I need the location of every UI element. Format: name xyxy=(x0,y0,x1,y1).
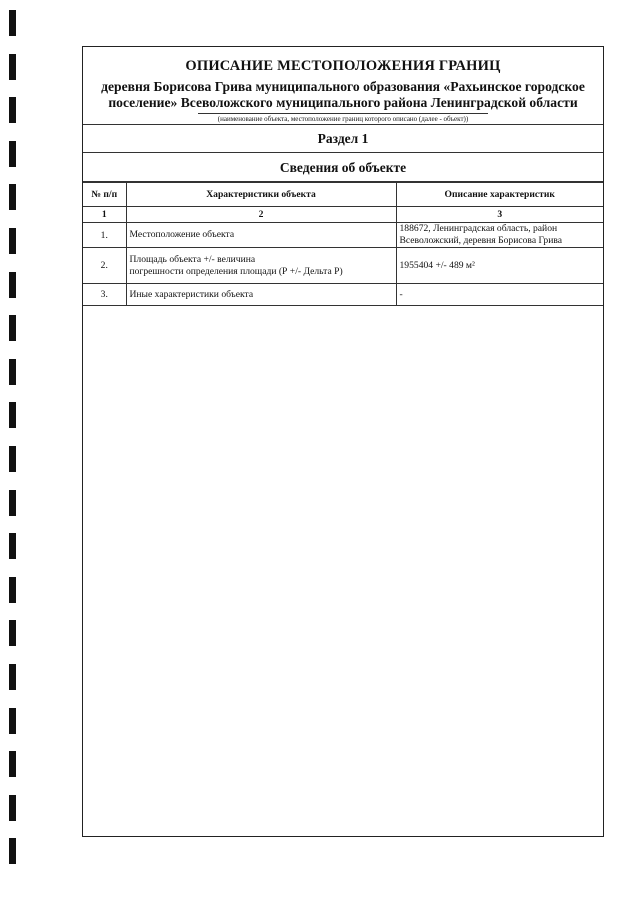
binding-mark xyxy=(9,795,16,821)
document-title: ОПИСАНИЕ МЕСТОПОЛОЖЕНИЯ ГРАНИЦ xyxy=(185,58,501,74)
document-caption: (наименование объекта, местоположение границ которого описано (далее - объект)) xyxy=(198,113,488,124)
table-row xyxy=(83,284,603,306)
binding-mark xyxy=(9,664,16,690)
binding-mark xyxy=(9,272,16,298)
binding-mark xyxy=(9,184,16,210)
table-header-row xyxy=(83,183,603,207)
subject-line-2: поселение» Всеволожского муниципального района Ленинградской области xyxy=(108,95,578,110)
binding-mark xyxy=(9,751,16,777)
binding-margin xyxy=(9,0,17,905)
header-cell-characteristic: Характеристики объекта xyxy=(126,183,396,207)
row-characteristic: Иные характеристики объекта xyxy=(126,284,396,306)
row-description: - xyxy=(396,284,603,306)
row-description: 188672, Ленинградская область, район Всеволожский, деревня Борисова Грива xyxy=(396,223,603,248)
binding-mark xyxy=(9,54,16,80)
binding-mark xyxy=(9,402,16,428)
row-description: 1955404 +/- 489 м² xyxy=(396,248,603,284)
table-row xyxy=(83,223,603,248)
binding-mark xyxy=(9,577,16,603)
column-number-3: 3 xyxy=(396,207,603,223)
binding-mark xyxy=(9,359,16,385)
column-number-row xyxy=(83,207,603,223)
document-subject xyxy=(83,79,603,111)
binding-mark xyxy=(9,315,16,341)
binding-mark xyxy=(9,141,16,167)
header-cell-number: № п/п xyxy=(83,183,126,207)
binding-mark xyxy=(9,490,16,516)
binding-mark xyxy=(9,10,16,36)
binding-mark xyxy=(9,97,16,123)
column-number-1: 1 xyxy=(83,207,126,223)
subsection-title: Сведения об объекте xyxy=(83,153,603,182)
document-frame xyxy=(82,46,604,837)
document-header xyxy=(83,47,603,125)
row-number: 1. xyxy=(83,223,126,248)
row-number: 2. xyxy=(83,248,126,284)
binding-mark xyxy=(9,228,16,254)
column-number-2: 2 xyxy=(126,207,396,223)
header-cell-description: Описание характеристик xyxy=(396,183,603,207)
table-row xyxy=(83,248,603,284)
binding-mark xyxy=(9,446,16,472)
row-characteristic: Местоположение объекта xyxy=(126,223,396,248)
binding-mark xyxy=(9,533,16,559)
subject-line-1: деревня Борисова Грива муниципального образования «Рахьинское городское xyxy=(101,79,585,94)
section-title: Раздел 1 xyxy=(83,125,603,153)
binding-mark xyxy=(9,708,16,734)
binding-mark xyxy=(9,838,16,864)
row-characteristic: Площадь объекта +/- величина погрешности определения площади (Р +/- Дельта Р) xyxy=(126,248,396,284)
row-number: 3. xyxy=(83,284,126,306)
object-info-table xyxy=(83,182,603,306)
binding-mark xyxy=(9,620,16,646)
